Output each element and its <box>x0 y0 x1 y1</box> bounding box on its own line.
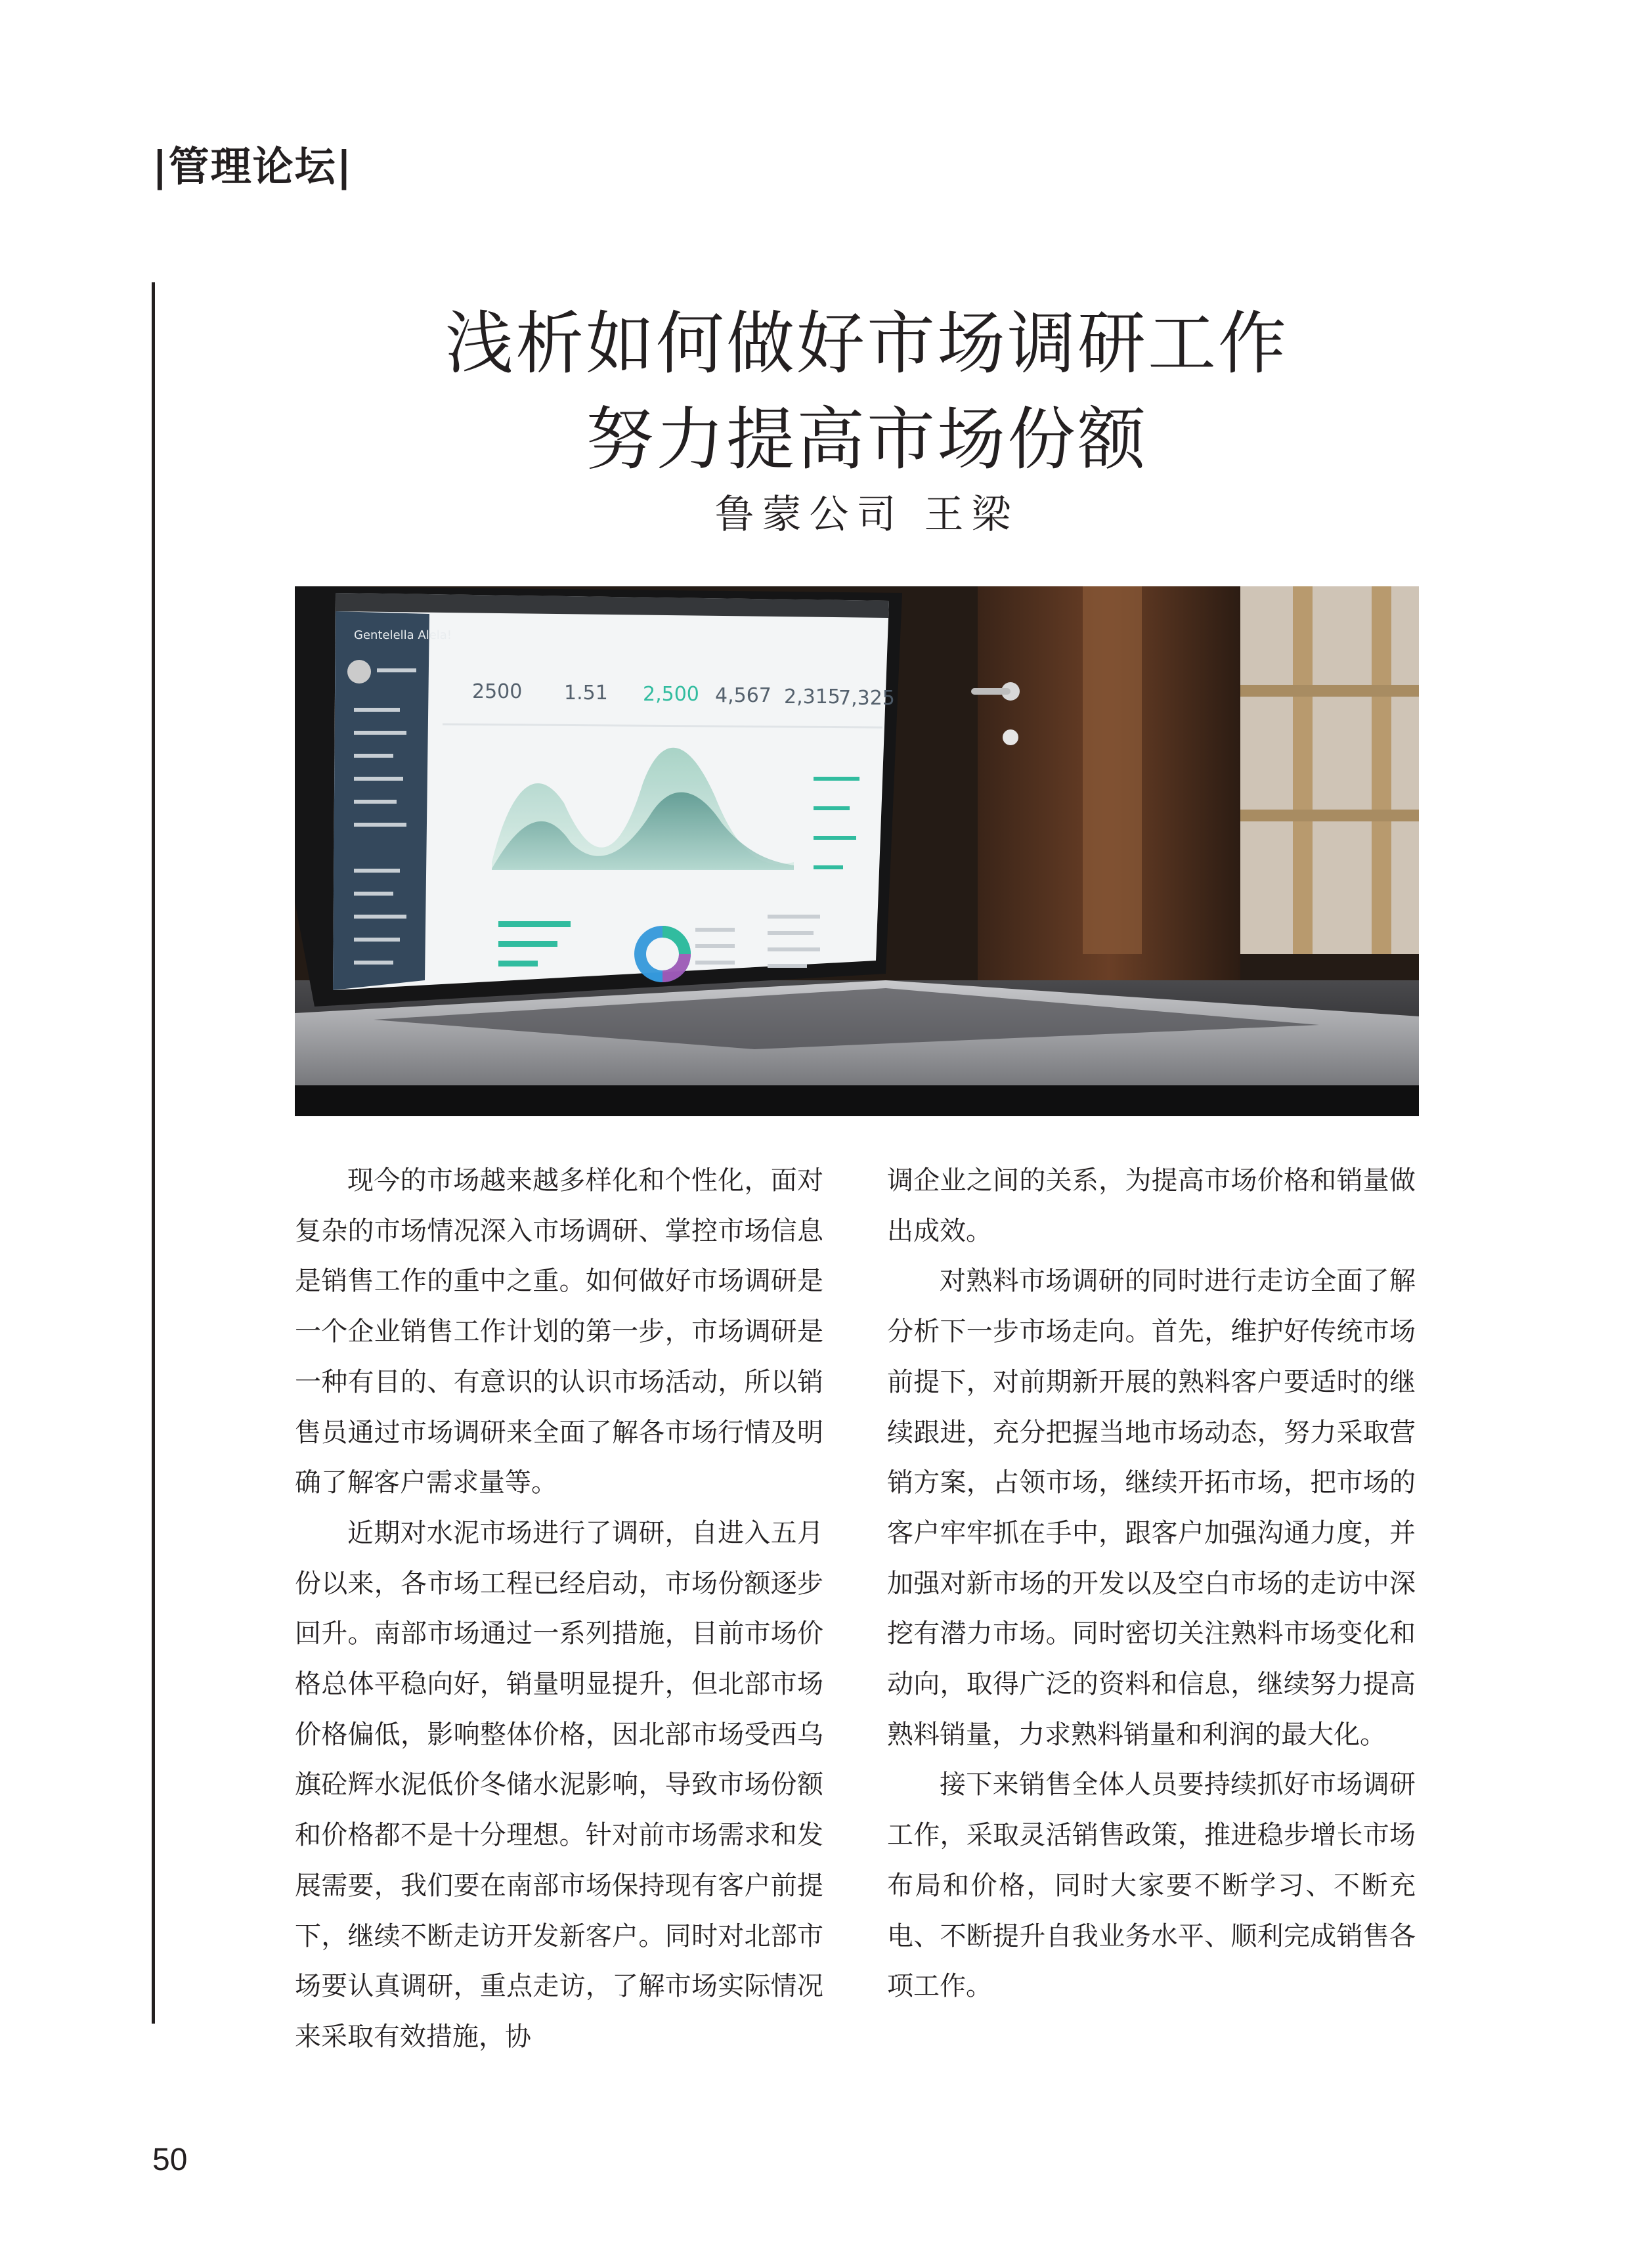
body-paragraph: 现今的市场越来越多样化和个性化，面对复杂的市场情况深入市场调研、掌控市场信息是销售工作的重中之重。如何做好市场调研是一个企业销售工作计划的第一步，市场调研是一种有目的、有意识的认识市场活动，所以销售员通过市场调研来全面了解各市场行情及明确了解客户需求量等。 <box>295 1165 823 1498</box>
body-paragraph: 接下来销售全体人员要持续抓好市场调研工作，采取灵活销售政策，推进稳步增长市场布局和价格，同时大家要不断学习、不断充电、不断提升自我业务水平、顺利完成销售各项工作。 <box>887 1769 1416 2002</box>
body-paragraph: 近期对水泥市场进行了调研，自进入五月份以来，各市场工程已经启动，市场份额逐步回升。南部市场通过一系列措施，目前市场价格总体平稳向好，销量明显提升，但北部市场价格偏低，影响整体价格，因北部市场受西乌旗砼辉水泥低价冬储水泥影响，导致市场份额和价格都不是十分理想。针对前市场需求和发展需要，我们要在南部市场保持现有客户前提下，继续不断走访开发新客户。同时对北部市场要认真调研，重点走访，了解市场实际情况来采取有效措施，协 <box>295 1517 823 2052</box>
stat-value: 1.51 <box>564 682 608 705</box>
stat-value: 2,315 <box>784 685 840 708</box>
article-byline: 鲁蒙公司 王梁 <box>714 492 1019 538</box>
body-column-right <box>887 1156 1416 2012</box>
laptop-dashboard-illustration <box>295 586 1419 1116</box>
article-title-line-2: 努力提高市场份额 <box>585 399 1148 479</box>
stat-value: 7,325 <box>838 687 895 710</box>
stat-value: 2,500 <box>643 683 699 706</box>
body-paragraph: 对熟料市场调研的同时进行走访全面了解分析下一步市场走向。首先，维护好传统市场前提下，对前期新开展的熟料客户要适时的继续跟进，充分把握当地市场动态，努力采取营销方案，占领市场，继续开拓市场，把市场的客户牢牢抓在手中，跟客户加强沟通力度，并加强对新市场的开发以及空白市场的走访中深挖有潜力市场。同时密切关注熟料市场变化和动向，取得广泛的资料和信息，继续努力提高熟料销量，力求熟料销量和利润的最大化。 <box>887 1266 1416 1750</box>
section-label: |管理论坛| <box>152 142 353 190</box>
vertical-rule <box>152 282 155 2024</box>
stat-value: 2500 <box>472 680 523 703</box>
body-paragraph: 调企业之间的关系，为提高市场价格和销量做出成效。 <box>887 1165 1416 1246</box>
stat-value: 4,567 <box>715 684 772 707</box>
dashboard-brand: Gentelella Alela! <box>354 628 452 642</box>
body-column-left <box>295 1156 823 2062</box>
page-number: 50 <box>152 2142 188 2177</box>
article-title-line-1: 浅析如何做好市场调研工作 <box>445 303 1288 383</box>
laptop-dashboard-photo <box>295 586 1419 1116</box>
